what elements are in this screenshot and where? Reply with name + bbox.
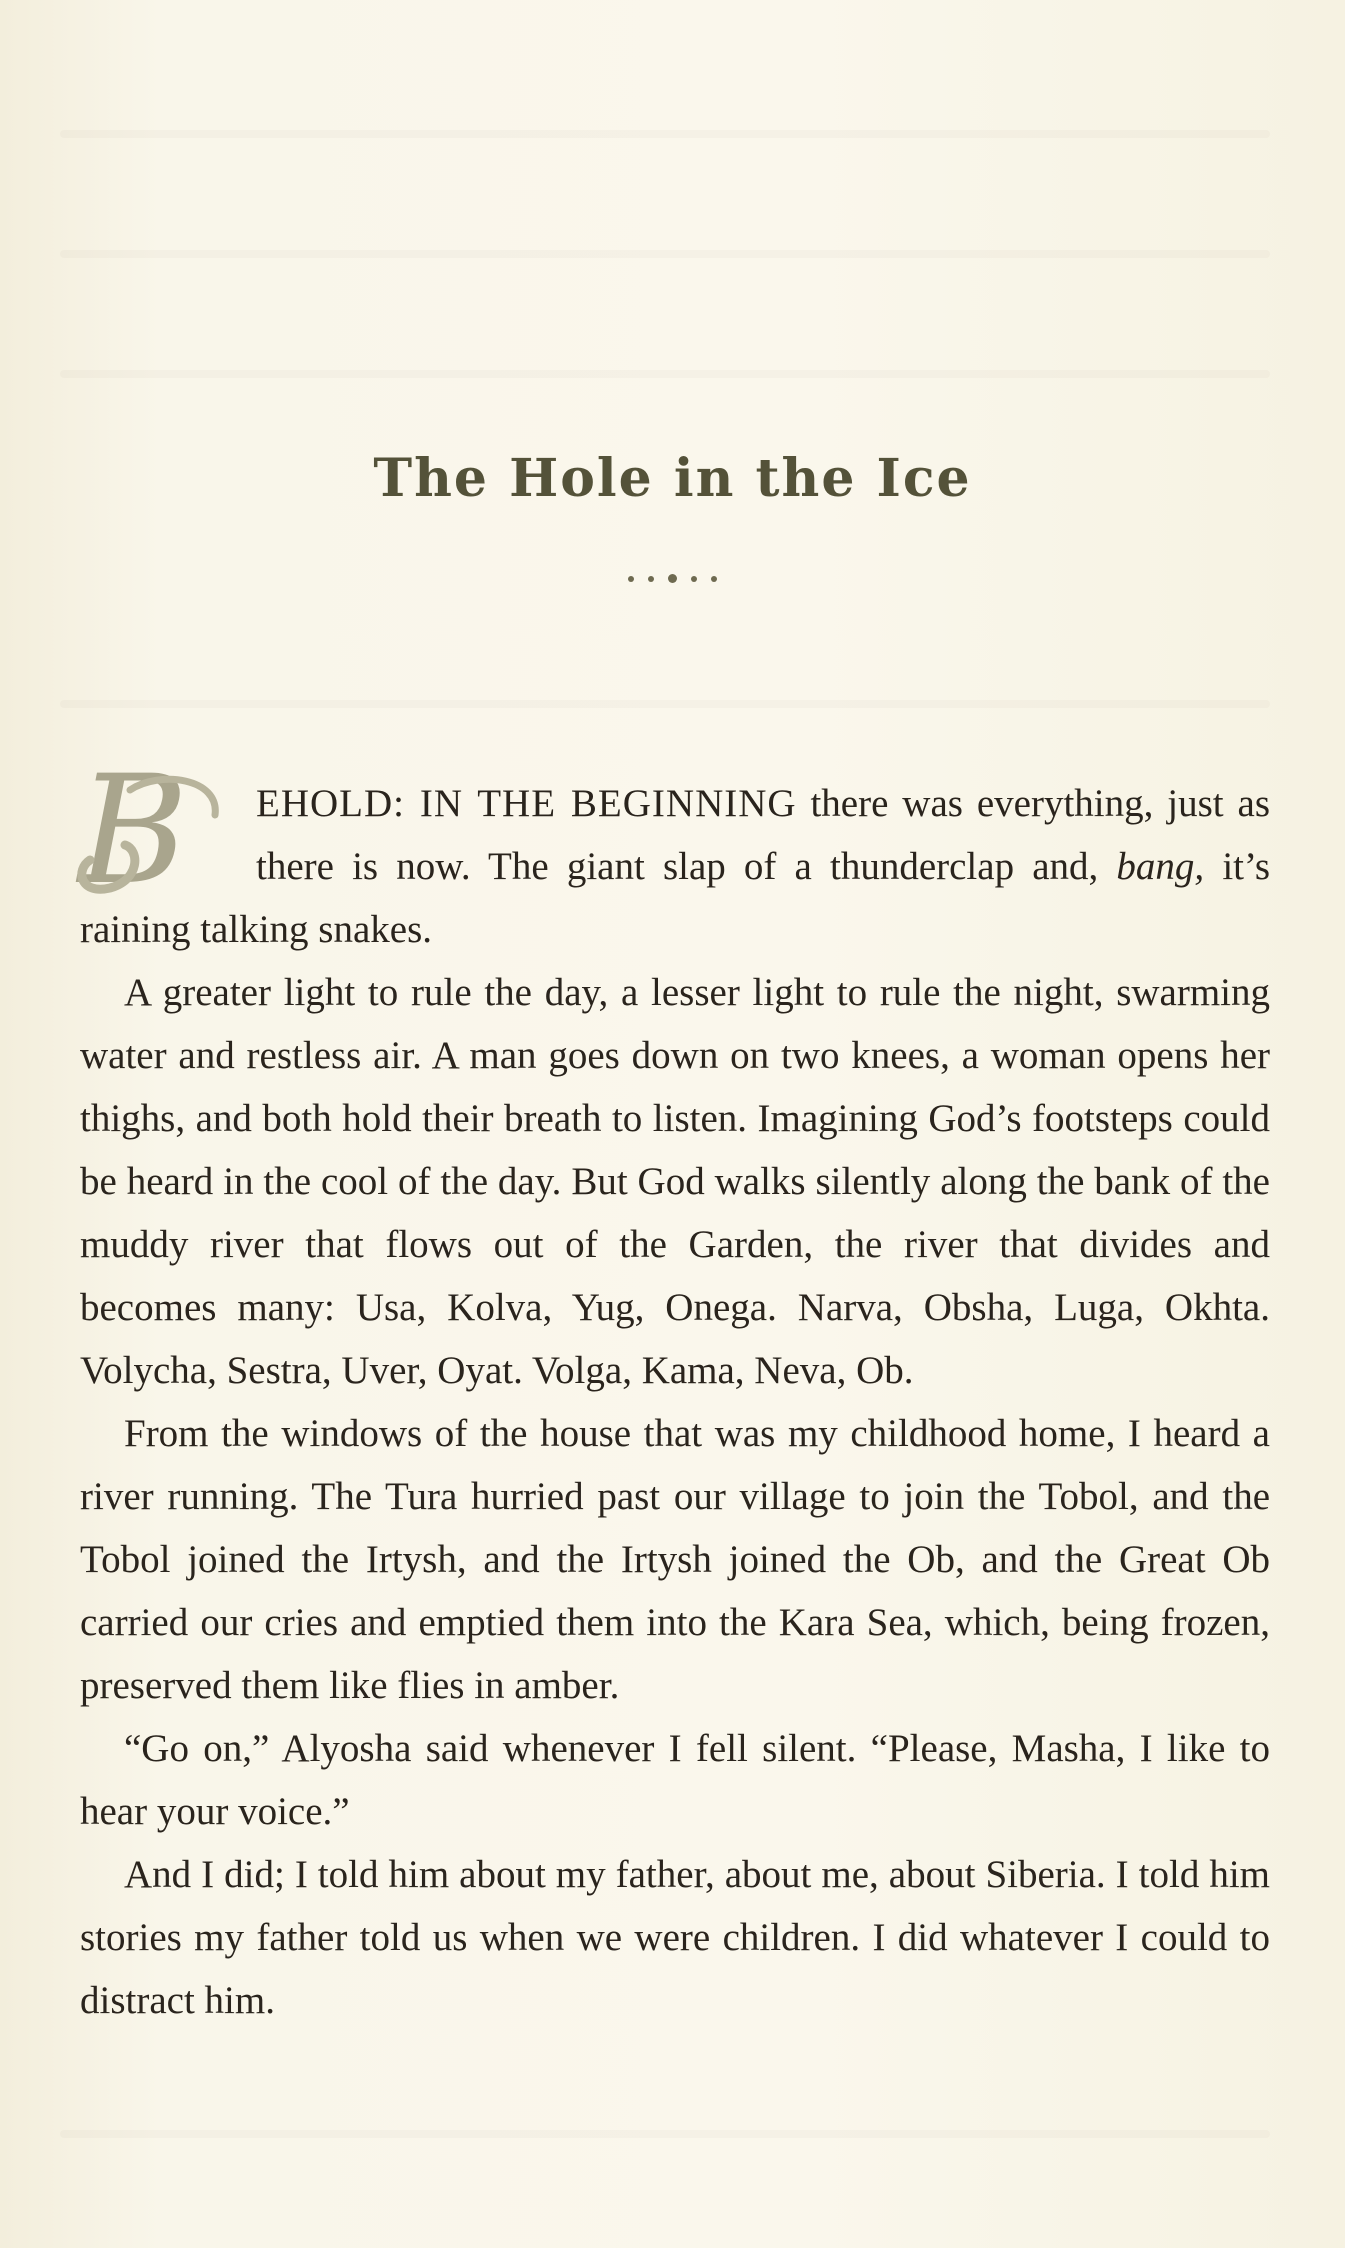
ornament-dot — [648, 576, 654, 582]
paragraph-4: “Go on,” Alyosha said whenever I fell silent. “Please, Masha, I like to hear your voice.” — [80, 1727, 1270, 1833]
opening-words: EHOLD: IN THE BEGINNING — [256, 782, 797, 825]
show-through-line — [60, 700, 1270, 708]
title-ornament — [0, 574, 1345, 583]
show-through-line — [60, 370, 1270, 378]
show-through-line — [60, 130, 1270, 138]
paragraph-1-emphasis: bang, — [1116, 845, 1205, 888]
paragraph-1-text-b: it’s raining talking snakes. — [80, 845, 1270, 951]
chapter-title: The Hole in the Ice — [373, 448, 972, 509]
show-through-line — [60, 2130, 1270, 2138]
paragraph-1-text-a: there was everything, just as there is now. The giant slap of a thunderclap and, — [256, 782, 1270, 888]
ornament-dot — [711, 576, 717, 582]
ornament-dot — [691, 576, 697, 582]
paragraph-1 — [80, 772, 1270, 961]
ornament-dot — [628, 576, 634, 582]
paragraph-3: From the windows of the house that was my childhood home, I heard a river running. The Tura hurried past our village to join the Tobol, and the Tobol joined the Irtysh, and the Irtysh joined the Ob, and the Great Ob carried our cries and emptied them into the Kara Sea, which, being frozen, preserved them like flies in amber. — [80, 1412, 1270, 1707]
drop-cap-letter: B — [78, 770, 189, 896]
paragraph-2: A greater light to rule the day, a lesser light to rule the night, swarming water and restless air. A man goes down on two knees, a woman opens her thighs, and both hold their breath to listen. Imagining God’s footsteps could be heard in the cool of the day. But God walks silently along the bank of the muddy river that flows out of the Garden, the river that divides and becomes many: Usa, Kolva, Yug, Onega. Narva, Obsha, Luga, Okhta. Volycha, Sestra, Uver, Oyat. Volga, Kama, Neva, Ob. — [80, 971, 1270, 1392]
show-through-line — [60, 250, 1270, 258]
drop-cap-b — [70, 770, 250, 896]
ornament-dot — [668, 574, 677, 583]
paragraph-5: And I did; I told him about my father, about me, about Siberia. I told him stories my father told us when we were children. I did whatever I could to distract him. — [80, 1853, 1270, 2022]
body-text — [80, 772, 1270, 2032]
